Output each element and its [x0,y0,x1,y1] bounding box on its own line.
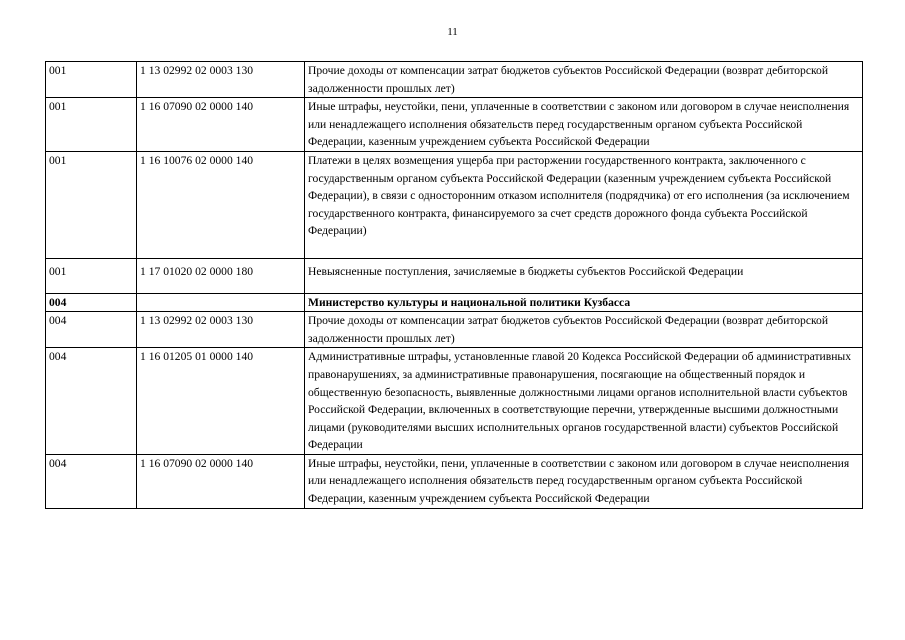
ministry-name-cell: Министерство культуры и национальной политики Кузбасса [305,293,863,312]
budget-code-cell: 1 16 07090 02 0000 140 [137,454,305,508]
table-row [46,258,863,293]
budget-code-cell [137,293,305,312]
table-row [46,454,863,508]
admin-code-cell: 004 [46,348,137,455]
admin-code-cell: 001 [46,151,137,258]
budget-code-cell: 1 17 01020 02 0000 180 [137,258,305,293]
budget-code-cell: 1 16 07090 02 0000 140 [137,98,305,152]
revenue-name-cell: Невыясненные поступления, зачисляемые в бюджеты субъектов Российской Федерации [305,258,863,293]
budget-code-cell: 1 13 02992 02 0003 130 [137,62,305,98]
section-header-row [46,293,863,312]
budget-code-cell: 1 16 01205 01 0000 140 [137,348,305,455]
page-number: 11 [447,26,458,38]
revenue-name-cell: Платежи в целях возмещения ущерба при расторжении государственного контракта, заключенного с государственным органом субъекта Российской Федерации (казенным учреждением субъекта Российской Федерации), в связи с односторонним отказом исполнителя (подрядчика) от его исполнения (за исключением государственного контракта, финансируемого за счет средств дорожного фонда субъекта Российской Федерации) [305,151,863,258]
budget-classification-table [45,61,863,509]
revenue-name-cell: Иные штрафы, неустойки, пени, уплаченные в соответствии с законом или договором в случае неисполнения или ненадлежащего исполнения обязательств перед государственным органом субъекта Российской Федерации, казенным учреждением субъекта Российской Федерации [305,454,863,508]
revenue-name-cell: Прочие доходы от компенсации затрат бюджетов субъектов Российской Федерации (возврат дебиторской задолженности прошлых лет) [305,312,863,348]
table-row [46,348,863,455]
table-row [46,62,863,98]
admin-code-cell: 001 [46,62,137,98]
table-row [46,312,863,348]
budget-code-cell: 1 13 02992 02 0003 130 [137,312,305,348]
admin-code-cell: 001 [46,258,137,293]
revenue-name-cell: Иные штрафы, неустойки, пени, уплаченные в соответствии с законом или договором в случае неисполнения или ненадлежащего исполнения обязательств перед государственным органом субъекта Российской Федерации, казенным учреждением субъекта Российской Федерации [305,98,863,152]
budget-code-cell: 1 16 10076 02 0000 140 [137,151,305,258]
table-row [46,98,863,152]
admin-code-cell: 001 [46,98,137,152]
revenue-name-cell: Прочие доходы от компенсации затрат бюджетов субъектов Российской Федерации (возврат дебиторской задолженности прошлых лет) [305,62,863,98]
admin-code-cell: 004 [46,312,137,348]
admin-code-cell: 004 [46,454,137,508]
admin-code-cell: 004 [46,293,137,312]
revenue-name-cell: Административные штрафы, установленные главой 20 Кодекса Российской Федерации об административных правонарушениях, за административные правонарушения, посягающие на общественный порядок и общественную безопасность, выявленные должностными лицами органов исполнительной власти субъектов Российской Федерации, включенных в соответствующие перечни, утвержденные высшими должностными лицами (руководителями высших исполнительных органов государственной власти) субъектов Российской Федерации [305,348,863,455]
table-row [46,151,863,258]
